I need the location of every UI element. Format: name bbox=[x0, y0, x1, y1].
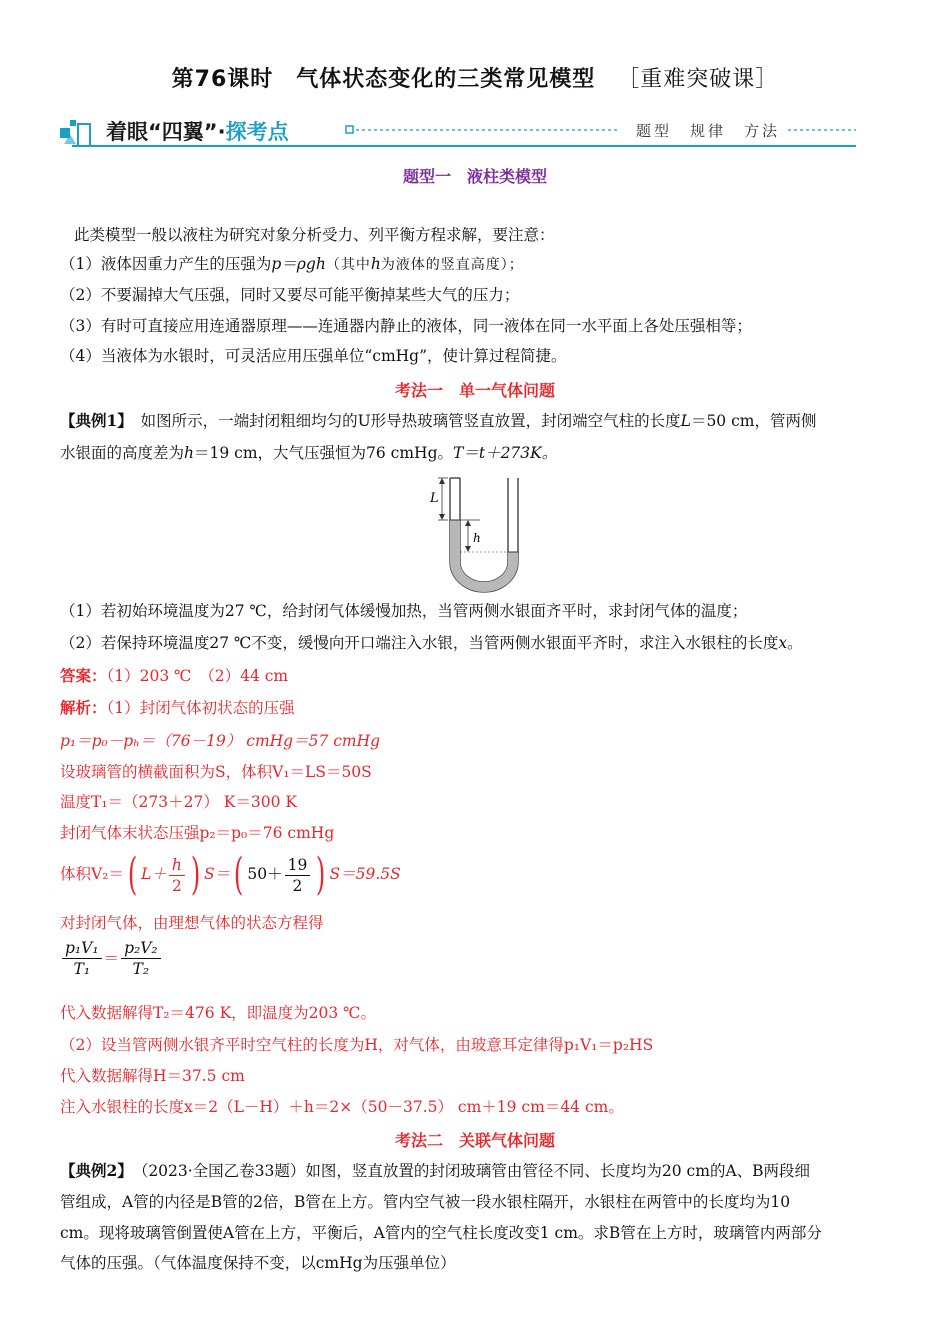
title-tag: ［重难突破课］ bbox=[617, 67, 779, 92]
intro-lead: 此类模型一般以液柱为研究对象分析受力、列平衡方程求解，要注意： bbox=[74, 226, 555, 244]
analysis-step-4: 封闭气体末状态压强p₂＝p₀＝76 cmHg bbox=[60, 824, 335, 842]
example-1-question-2: （2）若保持环境温度27 ℃不变，缓慢向开口端注入水银，当管两侧水银面平齐时，求注入水银柱的长度x。 bbox=[60, 634, 803, 652]
banner-title: 着眼“四翼”·探考点 bbox=[106, 120, 289, 144]
analysis-step-10: 注入水银柱的长度x＝2（L－H）＋h＝2×（50－37.5） cm＋19 cm＝44 cm。 bbox=[60, 1098, 624, 1116]
example-1-line-1: 【典例1】 如图所示，一端封闭粗细均匀的U形导热玻璃管竖直放置，封闭端空气柱的长度L＝50 cm，管两侧 bbox=[60, 411, 817, 430]
analysis-step-9: 代入数据解得H＝37.5 cm bbox=[60, 1067, 245, 1085]
intro-point-2: （2）不要漏掉大气压强，同时又要尽可能平衡掉某些大气的压力； bbox=[60, 286, 520, 304]
title-main: 第76课时 气体状态变化的三类常见模型 bbox=[171, 67, 596, 92]
banner-subtitle: 题型 规律 方法 bbox=[635, 122, 780, 140]
page-title bbox=[0, 62, 950, 93]
section-heading-1: 题型一 液柱类模型 bbox=[402, 167, 547, 186]
method-heading-1: 考法一 单一气体问题 bbox=[394, 381, 555, 400]
example-2-line-1: 【典例2】 （2023·全国乙卷33题）如图，竖直放置的封闭玻璃管由管径不同、长度均为20 cm的A、B两段细 bbox=[60, 1161, 811, 1180]
answer-line: 答案：（1）203 ℃ （2）44 cm bbox=[60, 667, 289, 685]
intro-point-1: （1）液体因重力产生的压强为p＝ρgh（其中h为液体的竖直高度）； bbox=[60, 255, 524, 273]
analysis-step-5: 体积V₂＝( L＋ $\frac{h}{2}$ ) S＝( 50＋ $\frac{19}{2}$ ) S＝59.5S bbox=[60, 849, 401, 900]
section-banner bbox=[58, 114, 858, 150]
method-heading-2: 考法二 关联气体问题 bbox=[394, 1131, 555, 1150]
u-tube-figure bbox=[420, 474, 530, 594]
analysis-step-1: p₁＝p₀－pₕ＝（76－19） cmHg＝57 cmHg bbox=[60, 732, 381, 750]
analysis-step-2: 设玻璃管的横截面积为S，体积V₁＝LS＝50S bbox=[60, 763, 372, 781]
analysis-step-8: （2）设当管两侧水银齐平时空气柱的长度为H，对气体，由玻意耳定律得p₁V₁＝p₂HS bbox=[60, 1036, 654, 1054]
intro-point-4: （4）当液体为水银时，可灵活应用压强单位“cmHg”，使计算过程简捷。 bbox=[60, 347, 567, 365]
example-2-line-4: 气体的压强。（气体温度保持不变，以cmHg为压强单位） bbox=[60, 1254, 456, 1272]
analysis-step-6: 对封闭气体，由理想气体的状态方程得 bbox=[60, 914, 324, 932]
figure-label-L: L bbox=[430, 491, 439, 506]
example-2-line-2: 管组成，A管的内径是B管的2倍，B管在上方。管内空气被一段水银柱隔开，水银柱在两管中的长度均为10 bbox=[60, 1193, 791, 1211]
analysis-step-3: 温度T₁＝（273＋27） K＝300 K bbox=[60, 793, 297, 811]
analysis-intro: 解析：（1）封闭气体初状态的压强 bbox=[60, 699, 295, 717]
example-2-line-3: cm。现将玻璃管倒置使A管在上方，平衡后，A管内的空气柱长度改变1 cm。求B管在上方时，玻璃管内两部分 bbox=[60, 1224, 822, 1242]
example-1-question-1: （1）若初始环境温度为27 ℃，给封闭气体缓慢加热，当管两侧水银面齐平时，求封闭气体的温度； bbox=[60, 602, 748, 620]
intro-point-3: （3）有时可直接应用连通器原理——连通器内静止的液体，同一液体在同一水平面上各处压强相等； bbox=[60, 317, 752, 335]
analysis-step-7: 代入数据解得T₂＝476 K，即温度为203 ℃。 bbox=[60, 1004, 376, 1022]
example-1-line-2: 水银面的高度差为h＝19 cm，大气压强恒为76 cmHg。T＝t＋273K。 bbox=[60, 444, 558, 462]
state-equation: $\frac{\text{p₁V₁}}{\text{T₁}}$ ＝ $\frac{\text{p₂V₂}}{\text{T₂}}$ bbox=[60, 938, 890, 990]
figure-label-h: h bbox=[473, 531, 481, 545]
